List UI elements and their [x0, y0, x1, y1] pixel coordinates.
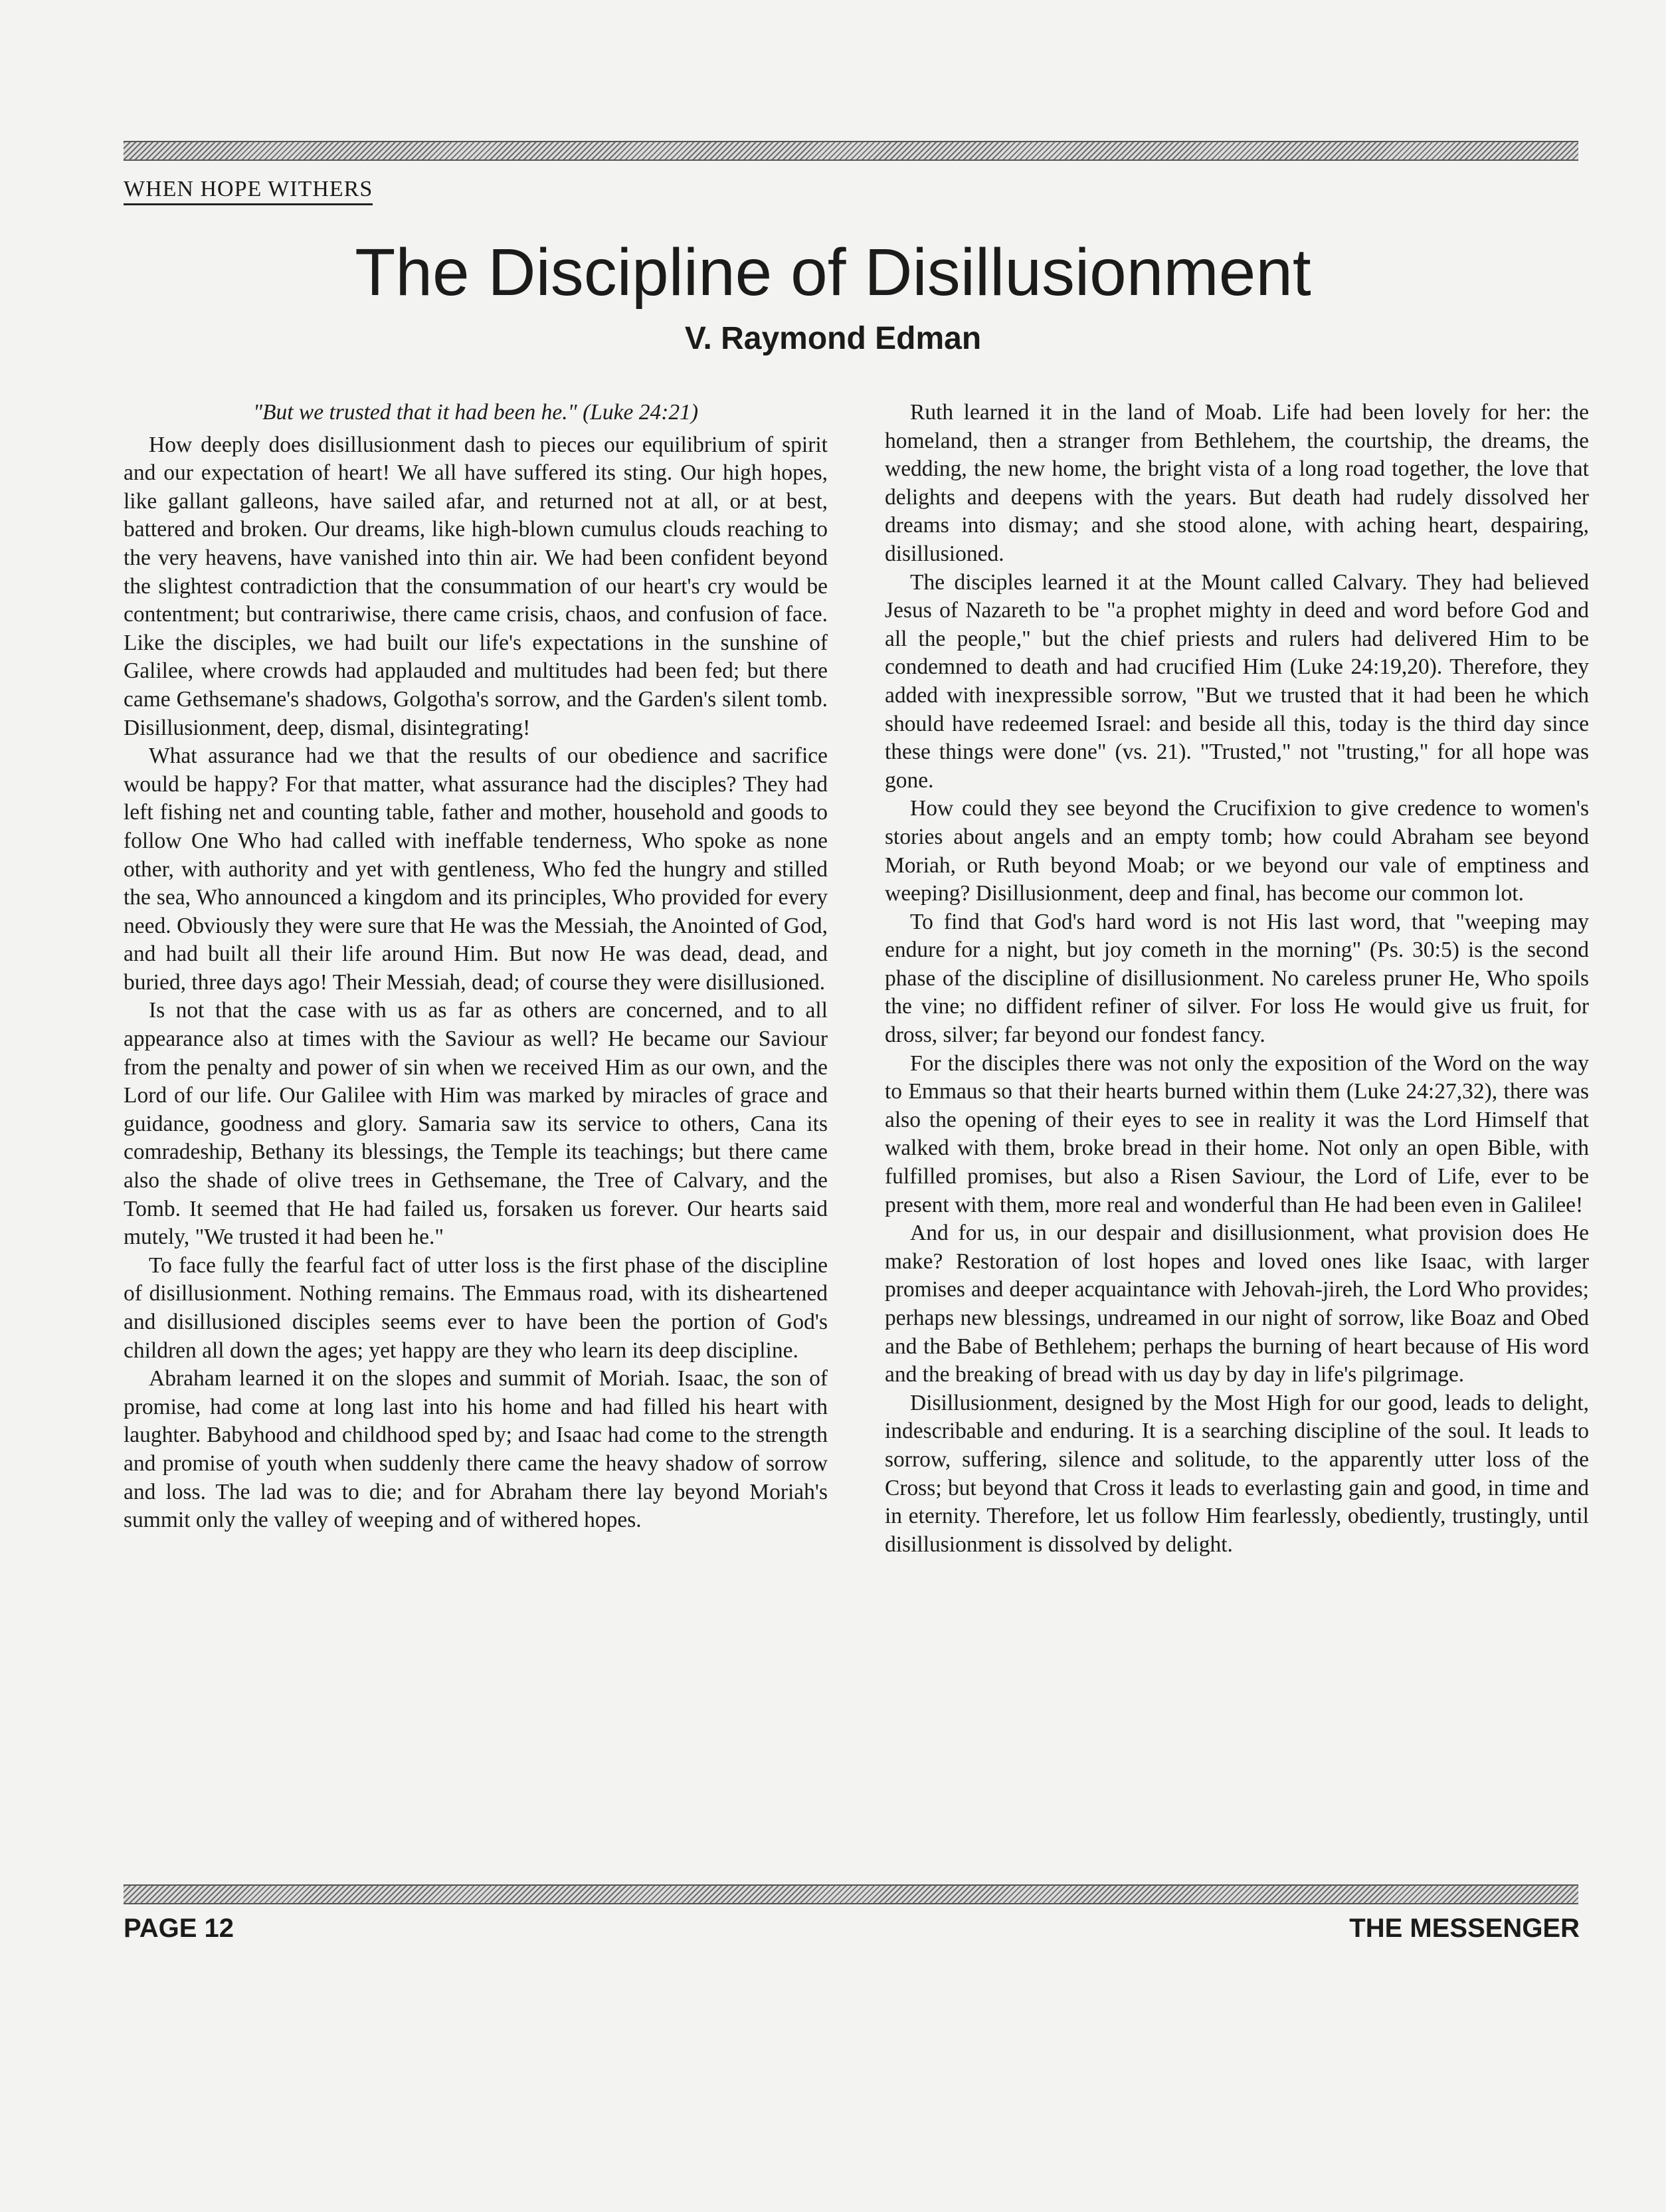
paragraph: The disciples learned it at the Mount called Calvary. They had believed Jesus of Nazareth to be "a prophet mighty in deed and word before God and all the people," but the chief priests and rulers had delivered Him to be condemned to death and had crucified Him (Luke 24:19,20). Therefore, they added with inexpressible sorrow, "But we trusted that it had been he which should have redeemed Israel: and beside all this, today is the third day since these things were done" (vs. 21). "Trusted," not "trusting," for all hope was gone.	[885, 569, 1589, 793]
paragraph: For the disciples there was not only the exposition of the Word on the way to Emmaus so that their hearts burned within them (Luke 24:27,32), there was also the opening of their eyes to see in reality it was the Lord Himself that walked with them, broke bread in their home. Not only an open Bible, with fulfilled promises, but also a Risen Saviour, the Lord of Life, ever to be present with them, more real and wonderful than He had been even in Galilee!	[885, 1051, 1589, 1217]
epigraph: "But we trusted that it had been he." (Luke 24:21)	[252, 400, 699, 425]
section-kicker: WHEN HOPE WITHERS	[124, 177, 373, 205]
page-number: PAGE 12	[124, 1914, 234, 1943]
paragraph: Disillusionment, designed by the Most High for our good, leads to delight, indescribable and enduring. It is a searching discipline of the soul. It leads to sorrow, suffering, silence and solitude, to the apparently utter loss of the Cross; but beyond that Cross it leads to everlasting gain and good, in time and in eternity. Therefore, let us follow Him fearlessly, obediently, trustingly, until disillusionment is dissolved by delight.	[885, 1390, 1589, 1557]
paragraph: Ruth learned it in the land of Moab. Life had been lovely for her: the homeland, then a stranger from Bethlehem, the courtship, the dreams, the wedding, the new home, the bright vista of a long road together, the love that delights and deepens with the years. But death had rudely dissolved her dreams into dismay; and she stood alone, with aching heart, despairing, disillusioned.	[885, 400, 1589, 566]
bottom-rule-bar	[124, 1884, 1578, 1904]
paragraph: Abraham learned it on the slopes and summit of Moriah. Isaac, the son of promise, had come at long last into his home and had filled his heart with laughter. Babyhood and childhood sped by; and Isaac had come to the strength and promise of youth when suddenly there came the heavy shadow of sorrow and loss. The lad was to die; and for Abraham there lay beyond Moriah's summit only the valley of weeping and of withered hopes.	[124, 1366, 828, 1533]
paragraph: To find that God's hard word is not His last word, that "weeping may endure for a night, but joy cometh in the morning" (Ps. 30:5) is the second phase of the discipline of disillusionment. No careless pruner He, Who spoils the vine; no diffident refiner of silver. For loss He would give us fruit, for dross, silver; far beyond our fondest fancy.	[885, 909, 1589, 1048]
left-column	[124, 399, 828, 1535]
paragraph: And for us, in our despair and disillusionment, what provision does He make? Restoration of lost hopes and loved ones like Isaac, with larger promises and deeper acquaintance with Jehovah-jireh, the Lord Who provides; perhaps new blessings, undreamed in our night of sorrow, like Boaz and Obed and the Babe of Bethlehem; perhaps the burning of heart because of His word and the breaking of bread with us day by day in life's pilgrimage.	[885, 1221, 1589, 1387]
paragraph: How deeply does disillusionment dash to pieces our equilibrium of spirit and our expectation of heart! We all have suffered its sting. Our high hopes, like gallant galleons, have sailed afar, and returned not at all, or at best, battered and broken. Our dreams, like high-blown cumulus clouds reaching to the very heavens, have vanished into thin air. We had been confident beyond the slightest contradiction that the consummation of our heart's cry would be contentment; but contrariwise, there came crisis, chaos, and confusion of face. Like the disciples, we had built our life's expectations in the sunshine of Galilee, where crowds had applauded and multitudes had been fed; but there came Gethsemane's shadows, Golgotha's sorrow, and the Garden's silent tomb. Disillusionment, deep, dismal, disintegrating!	[124, 432, 828, 740]
paragraph: Is not that the case with us as far as others are concerned, and to all appearance also at times with the Saviour as well? He became our Saviour from the penalty and power of sin when we received Him as our own, and the Lord of our life. Our Galilee with Him was marked by miracles of grace and guidance, goodness and glory. Samaria saw its service to others, Cana its comradeship, Bethany its blessings, the Temple its teachings; but there came also the shade of olive trees in Gethsemane, the Tree of Calvary, and the Tomb. It seemed that He had failed us, forsaken us forever. Our hearts said mutely, "We trusted it had been he."	[124, 998, 828, 1250]
article-title: The Discipline of Disillusionment	[355, 235, 1311, 310]
publication-name: THE MESSENGER	[1349, 1914, 1580, 1943]
paragraph: To face fully the fearful fact of utter loss is the first phase of the discipline of disillusionment. Nothing remains. The Emmaus road, with its disheartened and disillusioned disciples seems ever to have been the portion of God's children all down the ages; yet happy are they who learn its deep discipline.	[124, 1253, 828, 1363]
top-rule-bar	[124, 141, 1578, 161]
article-author: V. Raymond Edman	[684, 321, 982, 356]
right-column	[885, 399, 1589, 1559]
paragraph: How could they see beyond the Crucifixion to give credence to women's stories about angels and an empty tomb; how could Abraham see beyond Moriah, or Ruth beyond Moab; or we beyond our vale of emptiness and weeping? Disillusionment, deep and final, has become our common lot.	[885, 796, 1589, 906]
paragraph: What assurance had we that the results of our obedience and sacrifice would be happy? For that matter, what assurance had the disciples? They had left fishing net and counting table, father and mother, household and goods to follow One Who had called with ineffable tenderness, Who spoke as none other, with authority and yet with gentleness, Who fed the hungry and stilled the sea, Who announced a kingdom and its principles, Who provided for every need. Obviously they were sure that He was the Messiah, the Anointed of God, and had built all their life around Him. But now He was dead, dead, and buried, three days ago! Their Messiah, dead; of course they were disillusioned.	[124, 744, 828, 995]
